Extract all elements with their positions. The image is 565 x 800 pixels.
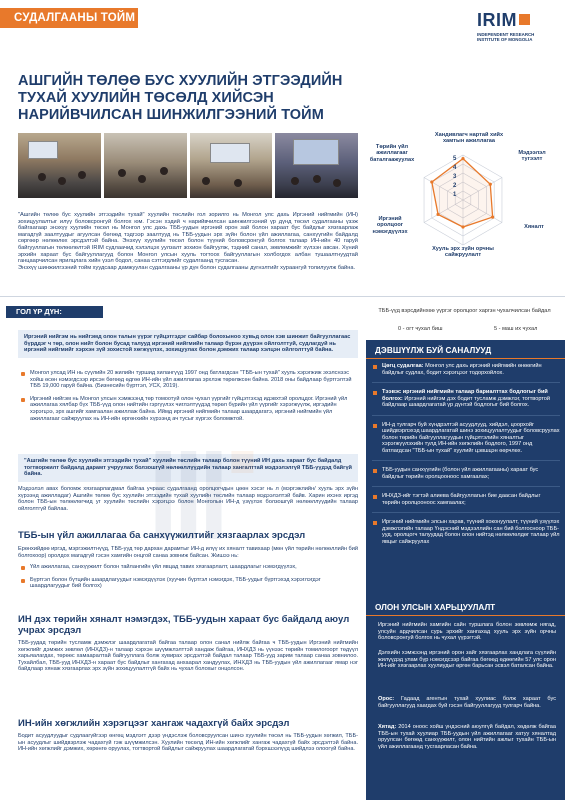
highlight-quote: "Ашгийн төлөө бус хуулийн этгээдийн тухай" хуулийн төслийн талаар болон түүний ИН дахь хараат бус байдалд тогтворжилт байдалд дарамт учруулах болзошгүй нөлөөллүүдийн талаар хангалттай мэдээлэлгүй ТББ-үүдэд байгүй байна. <box>18 454 358 482</box>
radar-label-state: Төрийн үйл ажиллагааг баталгаажуулах <box>369 144 415 163</box>
meeting-photo-4 <box>275 133 358 198</box>
recommendation-item: Иргэний нийгмийн элсын харав, түүний хоконуулалт, түүний үзүүлэх дэмжлэгийн талаар Үндэсний мэдээллийн сан бий болгосноор ТББ-ууд, оролцогч талуудад болон олон нийтэд нөлөөлөлдөг талаар үйл явцыг сайжруулах <box>372 519 560 551</box>
radar-chart <box>368 120 558 320</box>
logo-mark: IRIM <box>477 10 549 31</box>
recommendation-item: ИНХДЗ-ийг тэгтэй алиева байгууллагын бие даасан байдлыг төрийн оролцооноос хамгаалах; <box>372 493 560 513</box>
radar-point <box>436 213 439 216</box>
page-title: АШГИЙН ТӨЛӨӨ БУС ХУУЛИЙН ЭТГЭЭДИЙН ТУХАЙ ХУУЛИЙН ТӨСӨЛД ХИЙСЭН НАРИЙВЧИЛСАН ШИНЖИЛГЭЭНИЙ ТОЙМ <box>18 73 343 123</box>
section-title-funding-risk: ТББ-ын үйл ажиллагаа ба санхүүжилтийг хязгаарлах эрсдэл <box>18 530 306 541</box>
logo-square-icon <box>519 14 530 25</box>
list-item: Үйл ажиллагаа, санхүүжилт болон тайлангийн үйл явцад тавих хязгаарлалт, шаардлагыг нэмэгдүүлэх, <box>18 564 358 571</box>
radar-scale-high: 5 - маш их чухал <box>494 326 538 332</box>
section-title-state-control: ИН дэх төрийн хяналт нэмэгдэх, ТББ-уудын хараат бус байдалд аюул учрах эрсдэл <box>18 614 350 636</box>
intro-paragraph-1: "Ашгийн төлөө бус хуулийн этгээдийн тухай" хуулийн төслийн гол зорилго нь Монгол улс дахь Иргэний нийгмийн (ИН) зохицуулалтыг илүү боловсронгуй болгох юм. Гэсэн хэдий ч нарийвчилсан шинжилгээний үр дүнд төсөл судалгааны үзэж байгаагаар энэхүү хуулийн төсөл нь Монгол улс дахь ТББ-уудын иргэний орон зай болон хараат бус байдлыг хязгаарлаж магадгүй заалтуудыг агуулсан бөгөөд тэдгээр заалтууд нь ТББ-уудын эрх зүйн болон үйл ажиллагаа, санхүүгийн байдалд сөргөөр нөлөөлөх эрсдэлтэй байна. Энэхүү хуулийн төсөл болон түүний боловсронгуй болгох талаар ИН-ийн 40 гаруй байгууллагын төлөөлөлтэй IRIM судлаачид хэлэлцэх уулзалт зохион байгуулж, тэдний санал, зөвлөмжийг хүлээн авсан. Хүний эрхийн хараат бус байгууллагууд болон Монгол улсын хууль тогтоох байгууллагын холбогдох албан тушаалтнуудтай ганцаарчилсан ярилцлага хийн үзэл бодол, санаа сэтгэгдлийг судалгаанд тусгасан. <box>18 212 358 265</box>
paragraph-access: Мэдээлэл авах боломж хязгаарлагдмал байгаа учраас судалгаанд оролцогчдын цөөн хэсэг нь л (мэргэжлийн/ хууль эрх зүйн хүрээнд ажилладаг) Ашгийн төлөө бус хуулийн этгээдийн тухай хуулийн төслийн талаар мэдээлэлтэй байв. Харин ихэнх иргэд болон ТББ-ын төлөөлөгчид уг хуулийн төслийн хэрэгцээ болон Монголын ИН-д үзүүлэх болзошгүй нөлөөллүүдийн талаар ойлголтгүй байлаа. <box>18 486 358 512</box>
photo-strip <box>18 133 358 198</box>
radar-tick-5: 5 <box>453 156 457 162</box>
report-type-tag: СУДАЛГААНЫ ТОЙМ <box>0 8 138 28</box>
radar-point <box>430 180 433 183</box>
key-findings-lead: Иргэний нийгэм нь нийгэмд олон талын үүрэг гүйцэтгэдэг сайбар болохыноо хувьд олон хэв шинжит байгууллагаас бүрддэг ч төр, олон нийт болон бусад талууд иргэний нийгмийн талаар бүрэн дүүрэн ойлголттуй, судлагдуй нь иргэний нийгмийг хэрхэн зүй зохистой хөгжүүлэх, зохицуулах болон дэмжих талаар хэлцэн ойлголттуй байна. <box>18 330 358 358</box>
section-text-funding-risk: Ерөнхийдөө иргэд, мэргэжилтнүүд, ТББ-ууд төр дархан дарамтыг ИН-д илүү их хяналт тавихаар (мөн үйл төрийн нөлөөллийн бий болгохоор) оролдох магадгүй гэсэн хамгийн онцгой санаа зовниж байсан. Жишээ нь: <box>18 546 358 559</box>
intl-paragraph: Дэлхийн хэмжээнд иргэний орон зайг хязгаарлах хандлага сүүлийн жилүүдэд улам бүр нэмэгдсээр байгаа бөгөөд өдөөгийн 57 улс орон ИН-ийг хязгаарлах хуулиудыг өргөн барьсан эсвэл баталсан байна. <box>378 650 556 669</box>
radar-label-legal: Хууль эрх зүйн орчны сайжруулалт <box>432 246 494 259</box>
radar-note: ТББ-үүд вэрсдийнхөө үүргэг оролцоог харгзн чухалчилсан байдал <box>378 308 551 314</box>
meeting-photo-1 <box>18 133 101 198</box>
recommendations-list <box>372 363 560 557</box>
recommendations-title: ДЭВШҮҮЛЖ БУЙ САНАЛУУД <box>375 346 492 355</box>
radar-tick-2: 2 <box>453 183 457 189</box>
section-title-needs: ИН-ийн хөгжлийн хэрэгцээг хангаж чадахгүй байх эрсдэл <box>18 718 290 729</box>
radar-tick-4: 4 <box>453 165 457 171</box>
recommendation-item: ТББ-уудын санхүүгийн (болон үйл ажиллагааны) хараат бус байдлыг төрийн оролцооноос хамгаалах; <box>372 467 560 487</box>
radar-scale-low: 0 - огт чухал биш <box>398 326 443 332</box>
radar-label-info: Мэдээлэл тугээлт <box>518 150 546 163</box>
funding-risk-bullets <box>18 564 358 596</box>
list-item: Монгол улсад ИН нь сүүлийн 20 жилийн туршид хилангүүд 1997 онд батлагдсан "ТББ-ын тухай" хууль хэрэгжиж эхэлснээс хойш өсөн нэмэгдсээр ирсэн бөгөөд өдгөө ИН-ийн үйл ажиллагаа эрхлэж төрөлжсөн байна. 2018 оны байдлаар бүртгэлтэй ТББ 19,000 гаруй байна. (Бизнесийн бүртгэл, УСХ, 2019). <box>18 370 358 390</box>
radar-tick-1: 1 <box>453 192 457 198</box>
section-divider <box>0 296 565 297</box>
intl-paragraph: Иргэний нийгмийн хамгийн сайн туршлага болон зөвлөмж нягад, улсуйн ардчилсан сурь эрхийг хангахад хууль эрх зүйн орчны боловсронгуй болгох нь чухал үүрэгтэй. <box>378 622 556 641</box>
intro-text <box>18 212 358 271</box>
radar-point <box>489 183 492 186</box>
radar-tick-3: 3 <box>453 174 457 180</box>
international-comparison-title: ОЛОН УЛСЫН ХАРЬЦУУЛАЛТ <box>375 603 496 612</box>
international-comparison-rule <box>366 615 565 616</box>
section-text-state-control: ТББ-уудад төрийн тусламж дэмжлэг шаардлагатай байгаа талаар олон санал нийлж байгаа ч ТББ-уудын Иргэний нийгмийн хөгжлийг дэмжих зөвлөл (ИНХДЗ)-н талаар хэрхэн шүүмжлэлттэй хандаж байгаа, ИНХДЗ нь үүнээс төрийн томилогоорт төдүүл харьяалагдах, төрөөс хамааралтай байгууллага болж хувирах эрсдэлтэй байдал талаар ТББ-ууд зарим талаар санаа зовнилоо. Тухайлбал, ТББ-ууд ИНХДЗ-н хараат бус байдлыг хангахад анхаарал хандуулах, ИНХДЗ нь ТББ-уудын үйл ажиллагааг ямар нэг байдлаар хянаж хязгаарлах эрх зүйн зохицуулалтгүй байх нь чухал болохыг онцолсон. <box>18 640 358 673</box>
recommendation-item: Тээвэс иргэний нийгмийн талаар бариалттах бодлогыг бий болгох: Иргэний нийгэм дэх бодит тусламж дэмжлэг, тогтвортой байдлаар шаардлагатай үр дүнтэй бодлогыг бий болгох. <box>372 389 560 416</box>
meeting-photo-3 <box>190 133 273 198</box>
radar-label-donors: Хандивлагч нартай хийх хамтын ажиллагаа <box>434 132 504 145</box>
irim-logo <box>477 10 549 42</box>
radar-point <box>461 225 464 228</box>
radar-point <box>491 216 494 219</box>
intl-paragraph-russia: Орос: Гадаад агентын тухай хуулиас болж хараат бус байгууллагууд хаагдах буй гэсэн байгууллагууд тулгарч байна. <box>378 696 556 709</box>
list-item: Иргэний нийгэм нь Монгол улсын хэмжээнд төр томоотуй олон чухал үүргийг гүйцэтгэхэд идэвхтэй оролцдог. Иргэний үйл ажиллагаа хялбар бүх ТББ-үүд олон нийтийн гэргүүлэх чиглэлтүүдэд төрөл бүрийн үйл үүргийг хэрэгжүүлж, иргэдийн хэрэгцээ, эрх ашгийг хамгаалан ажиллаж байна. Иймд иргэний нийгмийн талаар шаардагатэ, иргэний нийгмийн үйл ажиллагааг сайжруулах нь ИН-ийн өргөнхийн хүрээнд ач тусыг хүргэх боломжтой. <box>18 396 358 422</box>
section-text-needs: Бодит асуудлуудыг судлаагүйгээр өнгөц мэдлэгт дээр үндэслэж боловсруулсан шинэ хуулийн төсөл нь ТББ-уудын хөгжил, ТББ-ын асуудлыг шийдвэрлэж чадахгүй гэж шүүмжилсэн. Хуулийн төсөлд ИН-ийн хөгжлийг хангаж чадахгүй байх эрсдэлтэй байна. ИН-ийн хөгжлийг дэмжих, хөрөнгө оруулах, тогтвортой байдлыг сайжруулах шаардлагатай бэрхшээлүүд шийдлээ олоогүй байна. <box>18 733 358 753</box>
radar-label-oversight: Хяналт <box>524 224 544 230</box>
key-findings-label: ГОЛ ҮР ДҮН: <box>6 306 103 318</box>
recommendation-item: ИН-д тулгарч буй хүндрэлтэй асуудлууд, хийдэл, цоорхойг шийдвэрлэхэд шаардлагатай шинэ зохицуулалтуудыг боловсруулах болон төрийн байгууллагуудын гүйцэтгэлийн хяналтыг хэрэгжүүлэхийн тулд ИН-ийн хөгжлийн бодлого, 1997 онд батлагдсан "ТББ-ын тухай" хуулийг цэвшцэн өөрчлөх. <box>372 422 560 462</box>
intro-paragraph-2: Энэхүү шинжилгээний тойм хуудсаар дамжуулан судалгааны үр дүн болон судалгааны дүгнэлтийг хураангуй толилуулж байна. <box>18 264 356 271</box>
radar-label-participation: Иргэний оролцоог нэмэгдүүлэх <box>372 216 408 235</box>
recommendations-rule <box>366 358 565 359</box>
recommendation-item: Цөгц судалгаа: Монгол улс дахь иргэний нийгмийн өнөөгийн байдлыг судлах, бодит хэрэгцээг тодорхойлох. <box>372 363 560 383</box>
findings-bullets <box>18 370 358 428</box>
list-item: Бүртгэл болон бүтцийн шаардлагуудыг нэмэгдүүлэх (хуучин бүртгэл нэмэгдэх, ТББ-уудыг бүртгэхэд хэрэглэгдэг шаардлагуудыг бий болгох) <box>18 577 358 590</box>
radar-point <box>461 157 464 160</box>
meeting-photo-2 <box>104 133 187 198</box>
logo-subtitle: INDEPENDENT RESEARCH INSTITUTE OF MONGOLIA <box>477 32 535 42</box>
radar-series-line <box>432 159 493 227</box>
intl-paragraph-china: Хятад: 2014 оноос хойш үндэсний аюулгүй байдал, хөдөлж байгаа ТББ-ын тухай хуулиар ТББ-уудын үйл ажиллагааг хатуу хяналтад оруулсан бөгөөд санхүүжилт, олон нийтийн ажлыг тухайн ТББ-ын үйл ажиллагаанд тусгаарласан байна. <box>378 724 556 750</box>
